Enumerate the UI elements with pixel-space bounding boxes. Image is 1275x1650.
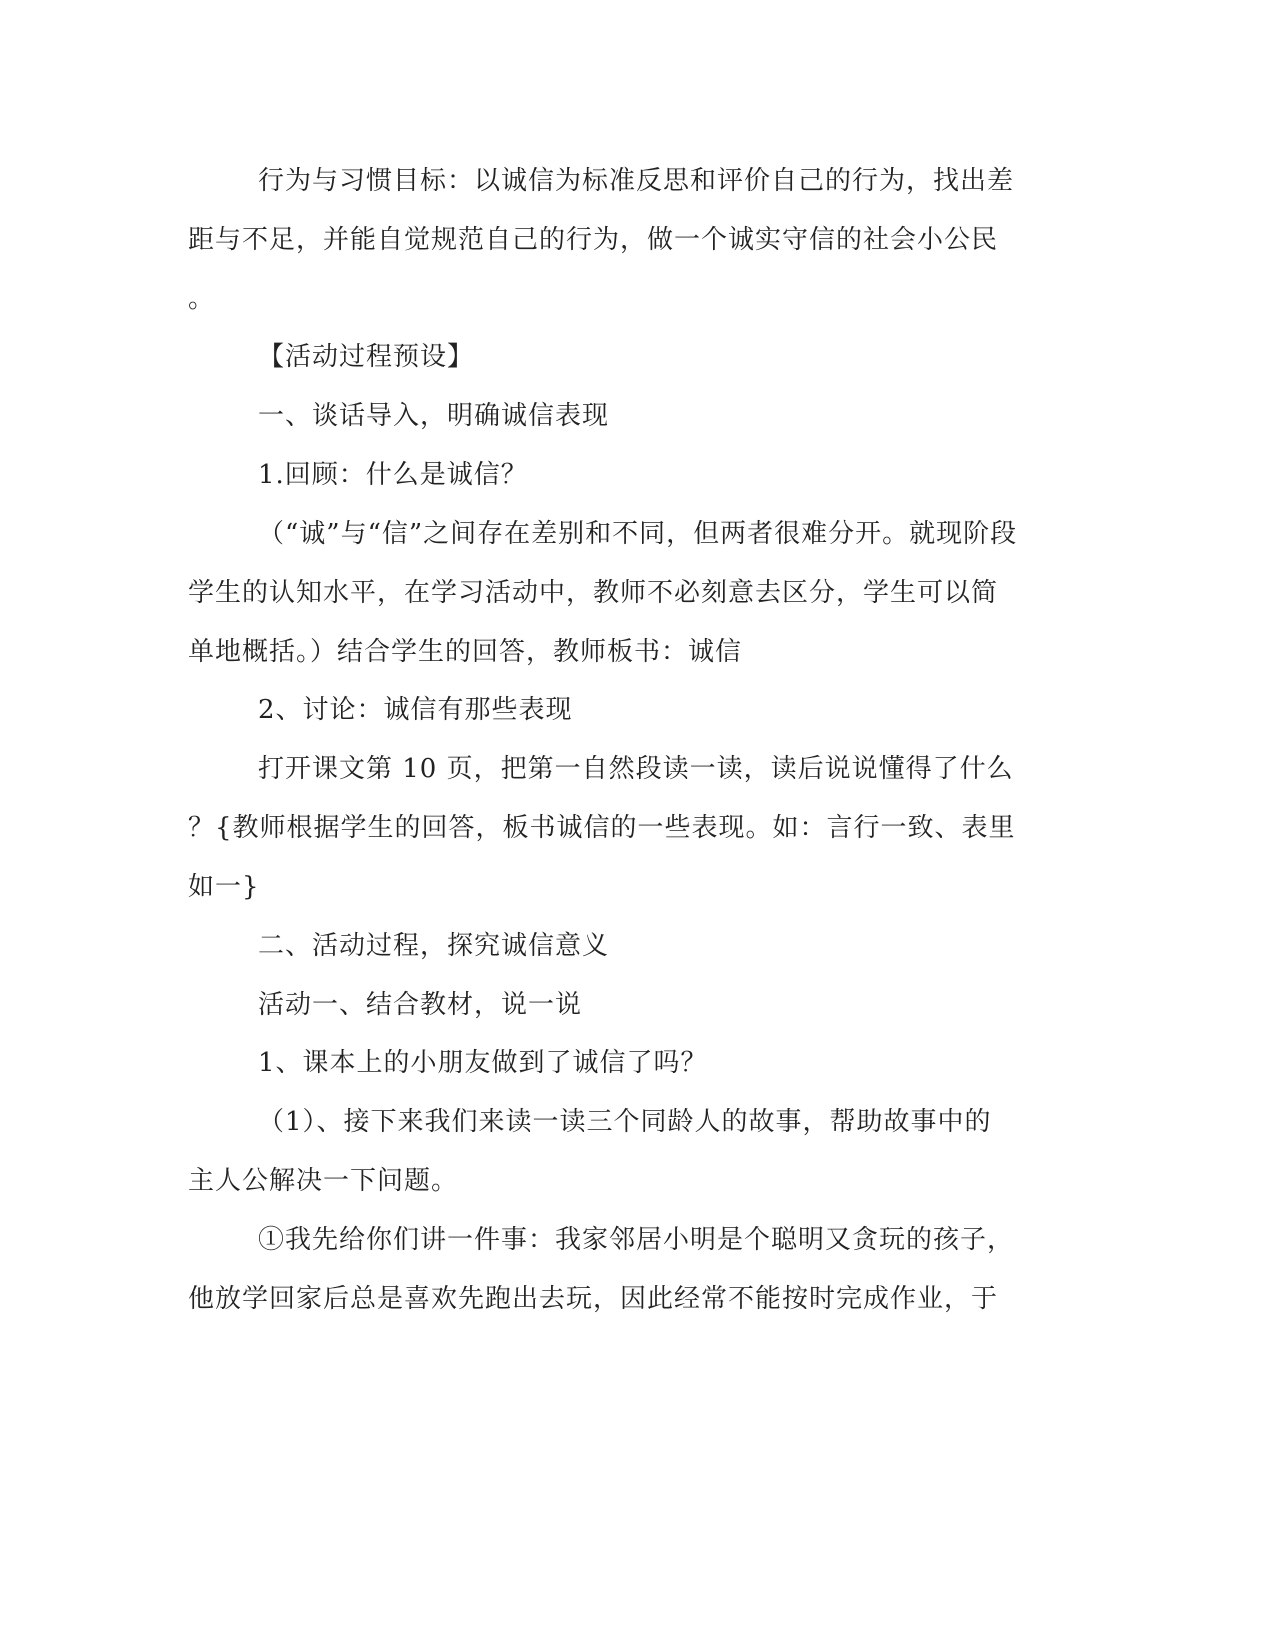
paragraph-line: 如一}: [188, 872, 260, 902]
section-heading: 一、谈话导入，明确诚信表现: [258, 401, 610, 431]
paragraph-line: 主人公解决一下问题。: [188, 1166, 459, 1196]
paragraph-line: 1.回顾：什么是诚信？: [258, 460, 528, 490]
paragraph-line: 1、课本上的小朋友做到了诚信了吗？: [258, 1048, 708, 1078]
paragraph-line: 他放学回家后总是喜欢先跑出去玩，因此经常不能按时完成作业，于: [188, 1284, 999, 1314]
paragraph-line: （1）、接下来我们来读一读三个同龄人的故事，帮助故事中的: [258, 1107, 992, 1137]
paragraph-line: 2、讨论：诚信有那些表现: [258, 695, 573, 725]
section-heading: 二、活动过程，探究诚信意义: [258, 931, 610, 961]
section-heading: 【活动过程预设】: [258, 342, 475, 372]
paragraph-line: ？{教师根据学生的回答，板书诚信的一些表现。如：言行一致、表里: [188, 813, 1016, 843]
paragraph-line: 打开课文第 10 页，把第一自然段读一读，读后说说懂得了什么: [258, 754, 1014, 784]
paragraph-line: 活动一、结合教材，说一说: [258, 990, 583, 1020]
paragraph-line: 行为与习惯目标：以诚信为标准反思和评价自己的行为，找出差: [258, 166, 1015, 196]
paragraph-line: 学生的认知水平，在学习活动中，教师不必刻意去区分，学生可以简: [188, 578, 999, 608]
paragraph-line: 单地概括。）结合学生的回答，教师板书：诚信: [188, 637, 743, 667]
paragraph-line: 距与不足，并能自觉规范自己的行为，做一个诚实守信的社会小公民: [188, 225, 999, 255]
paragraph-line: （“诚”与“信”之间存在差别和不同，但两者很难分开。就现阶段: [258, 519, 1018, 549]
paragraph-line: 。: [188, 284, 216, 314]
paragraph-line: ①我先给你们讲一件事：我家邻居小明是个聪明又贪玩的孩子，: [258, 1225, 1015, 1255]
